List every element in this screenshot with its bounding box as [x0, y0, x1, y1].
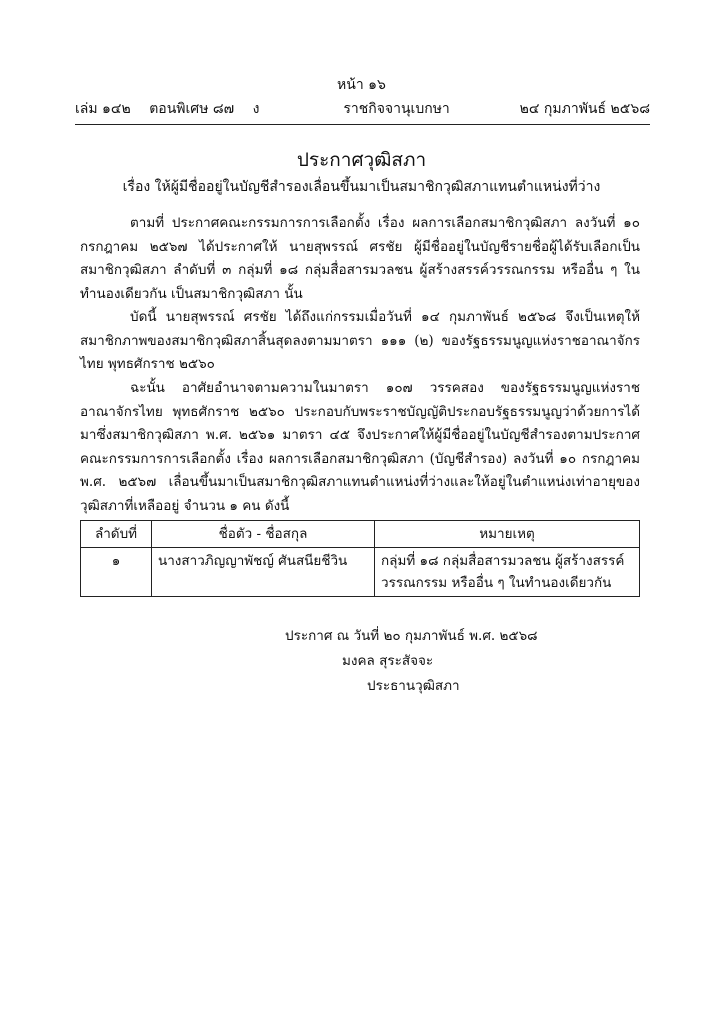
signature-block — [285, 624, 615, 699]
signer-name: มงคล สุระสัจจะ — [342, 653, 434, 669]
volume: เล่ม ๑๔๒ — [75, 101, 131, 117]
gazette-date: ๒๔ กุมภาพันธ์ ๒๕๖๘ — [519, 101, 650, 117]
page-number: หน้า ๑๖ — [337, 77, 386, 93]
paragraph-1: ตามที่ ประกาศคณะกรรมการการเลือกตั้ง เรื่อง ผลการเลือกสมาชิกวุฒิสภา ลงวันที่ ๑๐ กรกฎาคม ๒๕๖๗ ได้ประกาศให้ นายสุพรรณ์ ศรชัย ผู้มีชื่ออยู่ในบัญชีรายชื่อผู้ได้รับเลือกเป็นสมาชิกวุฒิสภา ลำดับที่ ๓ กลุ่มที่ ๑๘ กลุ่มสื่อสารมวลชน ผู้สร้างสรรค์วรรณกรรม หรืออื่น ๆ ในทำนองเดียวกัน เป็นสมาชิกวุฒิสภา นั้น — [80, 215, 640, 302]
announcement-subject: เรื่อง ให้ผู้มีชื่ออยู่ในบัญชีสำรองเลื่อนขึ้นมาเป็นสมาชิกวุฒิสภาแทนตำแหน่งที่ว่าง — [122, 179, 601, 195]
announcement-title: ประกาศวุฒิสภา — [296, 149, 427, 171]
header-remark: หมายเหตุ — [375, 521, 640, 548]
section: ตอนพิเศษ ๘๗ — [149, 101, 235, 117]
signer-position: ประธานวุฒิสภา — [367, 678, 460, 694]
gazette-header — [75, 98, 650, 120]
issue-info — [75, 98, 274, 120]
row-order: ๑ — [81, 548, 152, 597]
announce-date: ประกาศ ณ วันที่ ๒๐ กุมภาพันธ์ พ.ศ. ๒๕๖๘ — [285, 628, 538, 644]
member-table — [80, 520, 640, 597]
header-divider — [75, 124, 650, 125]
section-letter: ง — [252, 101, 260, 117]
header-name: ชื่อตัว - ชื่อสกุล — [152, 521, 375, 548]
gazette-name: ราชกิจจานุเบกษา — [343, 101, 450, 117]
header-order: ลำดับที่ — [81, 521, 152, 548]
paragraph-3: ฉะนั้น อาศัยอำนาจตามความในมาตรา ๑๐๗ วรรคสอง ของรัฐธรรมนูญแห่งราชอาณาจักรไทย พุทธศักราช ๒๕๖๐ ประกอบกับพระราชบัญญัติประกอบรัฐธรรมนูญว่าด้วยการได้มาซึ่งสมาชิกวุฒิสภา พ.ศ. ๒๕๖๑ มาตรา ๔๕ จึงประกาศให้ผู้มีชื่ออยู่ในบัญชีสำรองตามประกาศคณะกรรมการการเลือกตั้ง เรื่อง ผลการเลือกสมาชิกวุฒิสภา (บัญชีสำรอง) ลงวันที่ ๑๐ กรกฎาคม พ.ศ. ๒๕๖๗ เลื่อนขึ้นมาเป็นสมาชิกวุฒิสภาแทนตำแหน่งที่ว่างและให้อยู่ในตำแหน่งเท่าอายุของวุฒิสภาที่เหลืออยู่ จำนวน ๑ คน ดังนี้ — [80, 380, 640, 514]
table-header-row — [81, 521, 640, 548]
table-row — [81, 548, 640, 597]
row-name: นางสาวภิญญาพัชญ์ ศันสนียชีวิน — [152, 548, 375, 597]
paragraph-2: บัดนี้ นายสุพรรณ์ ศรชัย ได้ถึงแก่กรรมเมื่อวันที่ ๑๔ กุมภาพันธ์ ๒๕๖๘ จึงเป็นเหตุให้สมาชิกภาพของสมาชิกวุฒิสภาสิ้นสุดลงตามมาตรา ๑๑๑ (๒) ของรัฐธรรมนูญแห่งราชอาณาจักรไทย พุทธศักราช ๒๕๖๐ — [80, 309, 640, 372]
row-remark: กลุ่มที่ ๑๘ กลุ่มสื่อสารมวลชน ผู้สร้างสรรค์วรรณกรรม หรืออื่น ๆ ในทำนองเดียวกัน — [375, 548, 640, 597]
